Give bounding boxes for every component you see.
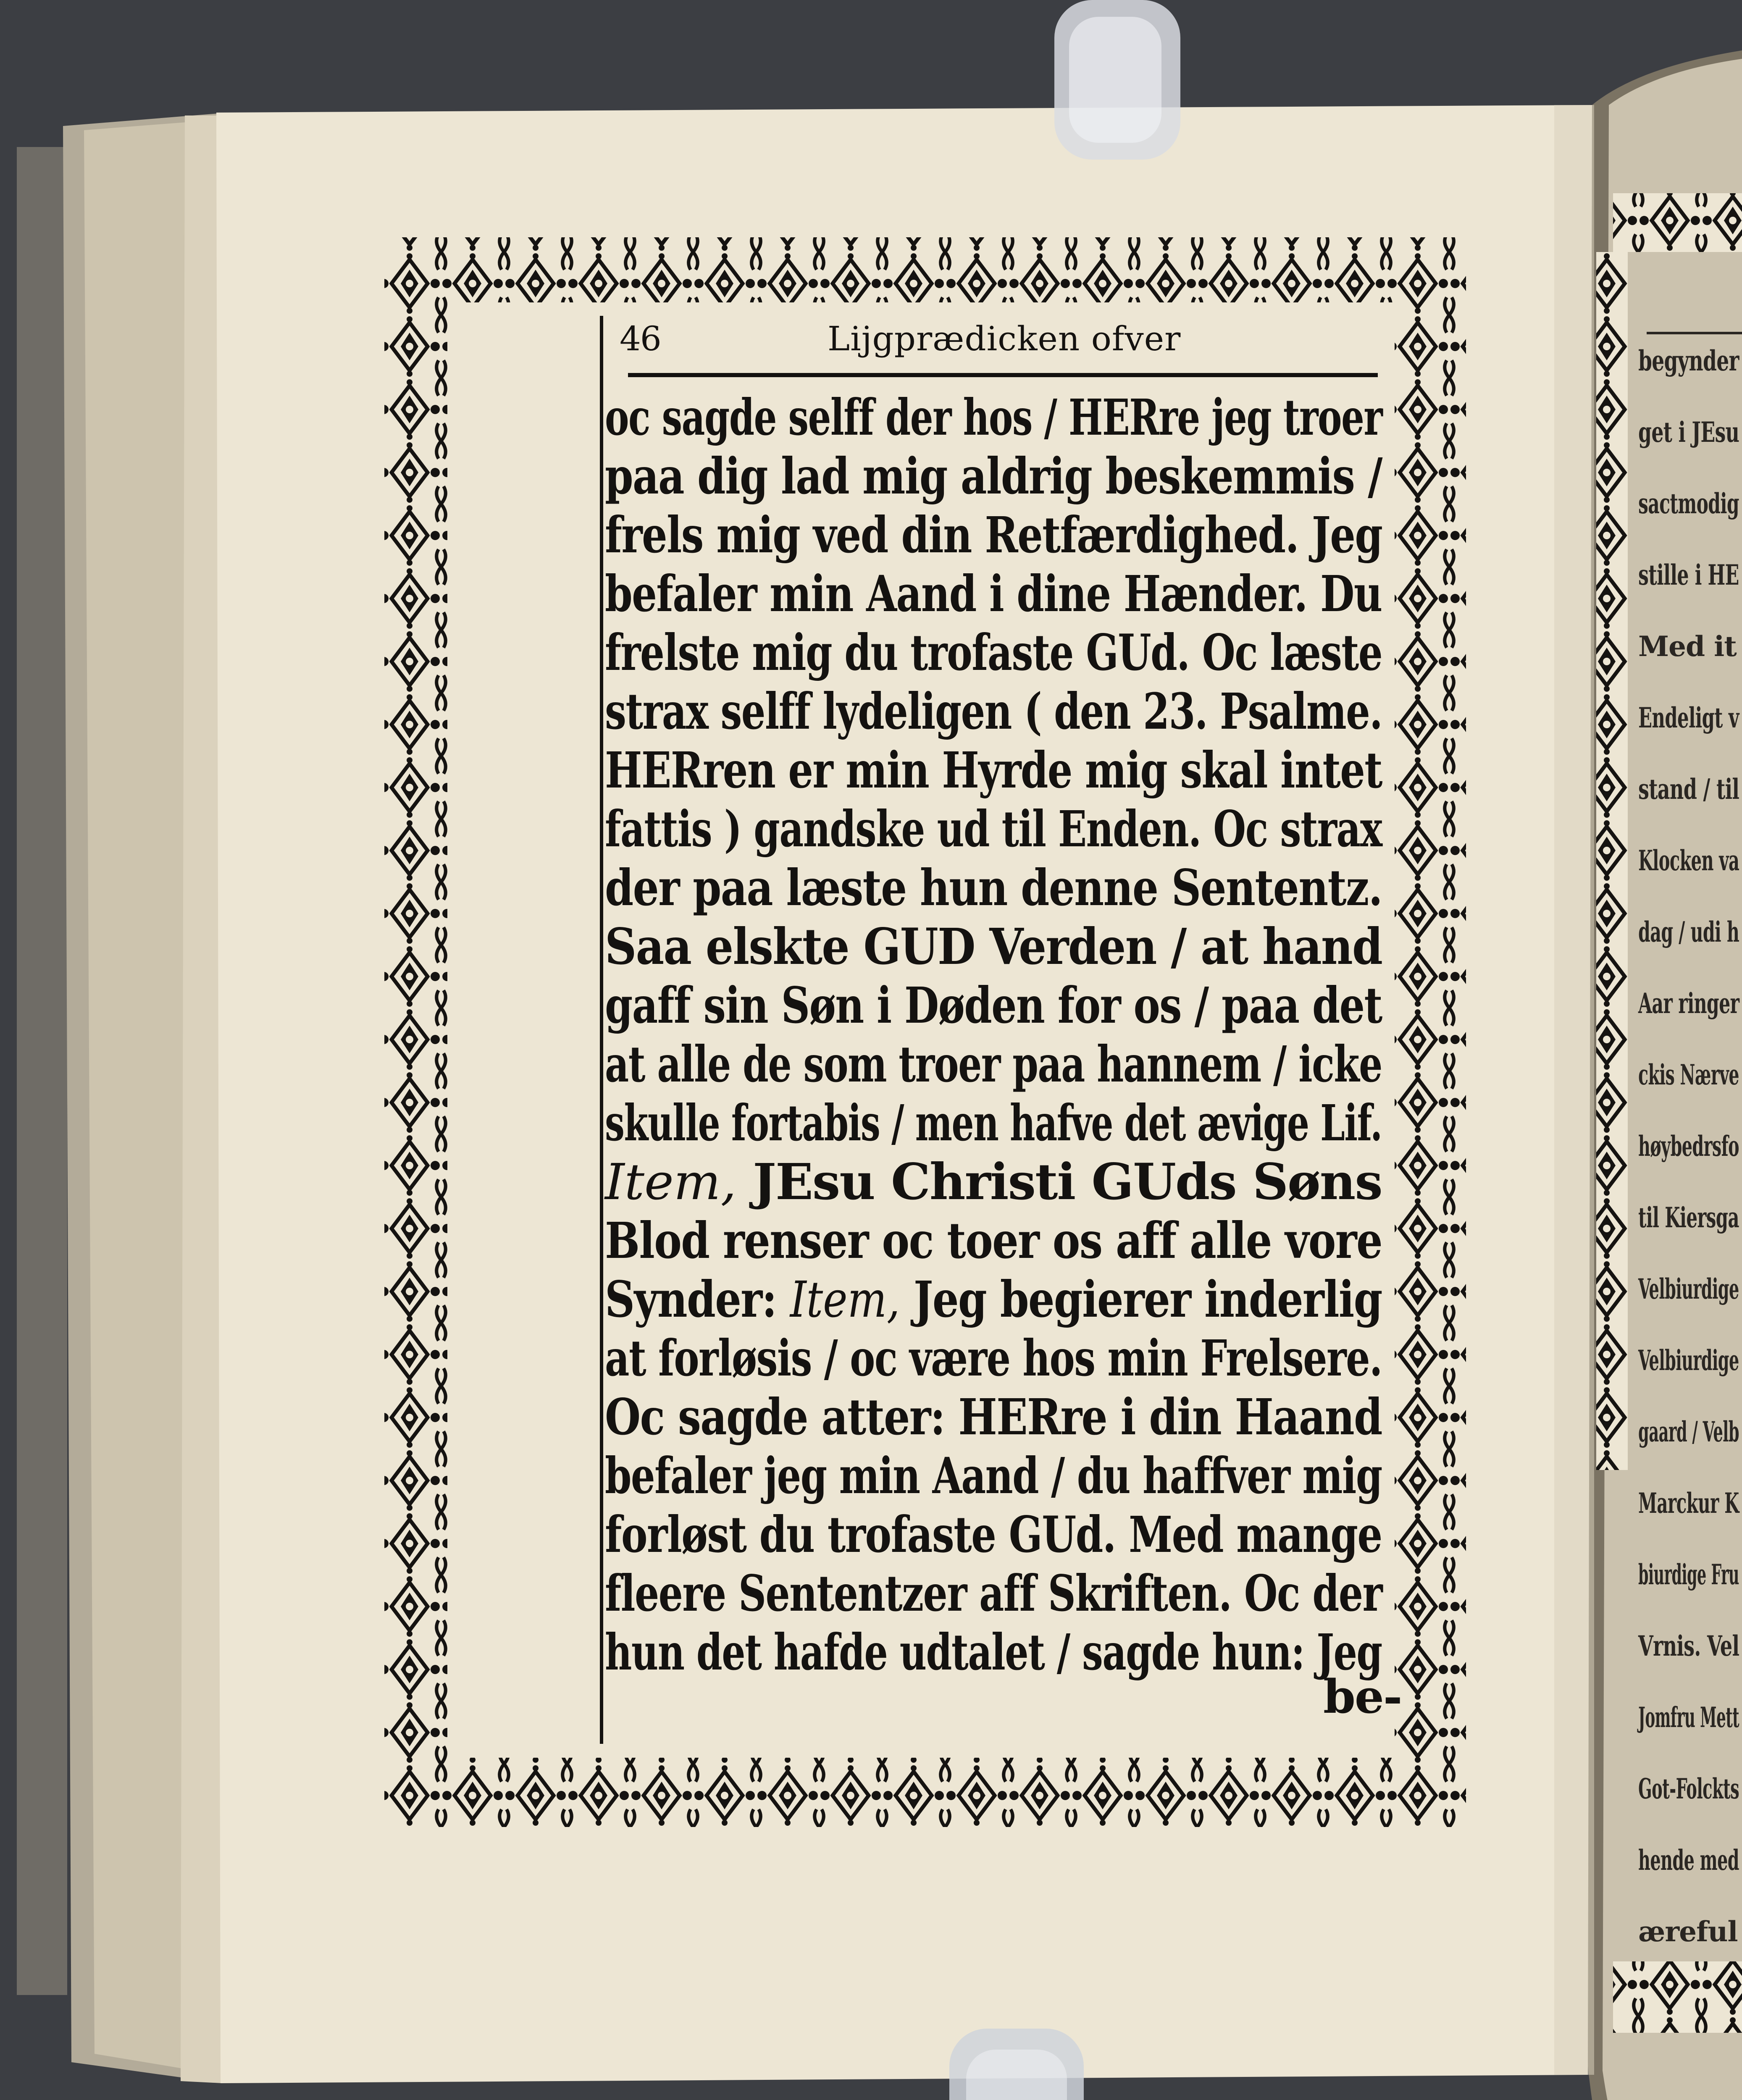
right-page-line: Klocken va bbox=[1638, 844, 1739, 877]
text-span: Jeg begierer inderlig bbox=[900, 1270, 1382, 1328]
right-page-line: høybedrsfo bbox=[1638, 1130, 1739, 1163]
text-line bbox=[605, 1446, 1382, 1505]
text-span: Blod renser oc toer os aff alle vore bbox=[605, 1211, 1382, 1270]
right-page-line: biurdige Fru bbox=[1638, 1558, 1739, 1591]
right-page-line: Velbiurdige bbox=[1638, 1273, 1739, 1305]
right-page-line: hende med bbox=[1638, 1844, 1739, 1877]
text-span: JEsu Christi GUds Søns bbox=[736, 1152, 1382, 1211]
right-page-line: stand / til bbox=[1638, 773, 1739, 806]
text-line bbox=[605, 564, 1382, 623]
right-page-line: Vrnis. Vel bbox=[1638, 1630, 1739, 1662]
left-rule bbox=[600, 316, 603, 1744]
text-span: Saa elskte GUD Verden / at hand bbox=[605, 917, 1382, 976]
italic-word: Item, bbox=[605, 1153, 737, 1211]
right-page-line: sactmodig bbox=[1638, 487, 1739, 520]
right-page-line: Jomfru Mett bbox=[1638, 1701, 1739, 1734]
catchword: be- bbox=[1323, 1670, 1402, 1724]
text-span: paa dig lad mig aldrig beskemmis / bbox=[605, 447, 1382, 505]
text-span: fattis ) gandske ud til Enden. Oc strax bbox=[605, 800, 1382, 858]
text-line bbox=[605, 447, 1382, 505]
right-page-line: ckis Nærve bbox=[1638, 1058, 1739, 1091]
text-line bbox=[605, 506, 1382, 564]
text-line bbox=[605, 741, 1382, 799]
text-span: frelste mig du trofaste GUd. Oc læste bbox=[605, 623, 1382, 682]
text-span: Synder: bbox=[605, 1270, 790, 1328]
text-line bbox=[605, 388, 1382, 446]
text-line bbox=[605, 1329, 1382, 1387]
text-span: Oc sagde atter: HERre i din Haand bbox=[605, 1388, 1382, 1446]
text-line bbox=[605, 1152, 1382, 1211]
text-span: HERren er min Hyrde mig skal intet bbox=[605, 741, 1382, 799]
text-span: at alle de som troer paa hannem / icke bbox=[605, 1035, 1382, 1093]
text-line bbox=[605, 682, 1382, 740]
text-span: frels mig ved din Retfærdighed. Jeg bbox=[605, 506, 1382, 564]
text-line bbox=[605, 1270, 1382, 1328]
text-span: skulle fortabis / men hafve det ævige Lif. bbox=[605, 1094, 1382, 1152]
right-page-line: get i JEsu bbox=[1638, 416, 1739, 449]
text-line bbox=[605, 1623, 1382, 1681]
text-line bbox=[605, 623, 1382, 682]
page-number: 46 bbox=[620, 319, 661, 358]
text-line bbox=[605, 1094, 1382, 1152]
text-span: befaler min Aand i dine Hænder. Du bbox=[605, 564, 1382, 623]
right-page-line: Velbiurdige bbox=[1638, 1344, 1739, 1377]
right-page-line: Aar ringer bbox=[1638, 987, 1739, 1020]
right-page-line: dag / udi h bbox=[1638, 916, 1739, 948]
right-page-line: stille i HE bbox=[1638, 559, 1739, 591]
right-page-line: gaard / Velb bbox=[1638, 1415, 1739, 1448]
book-edges bbox=[17, 113, 223, 2083]
right-page-line: Med it bbox=[1638, 630, 1737, 663]
right-page-line: Marckur K bbox=[1638, 1487, 1739, 1520]
text-line bbox=[605, 1505, 1382, 1564]
head-rule bbox=[628, 373, 1378, 377]
text-line bbox=[605, 1388, 1382, 1446]
italic-word: Item, bbox=[790, 1270, 900, 1328]
right-page-line: begynder bbox=[1638, 344, 1739, 377]
text-span: gaff sin Søn i Døden for os / paa det bbox=[605, 976, 1382, 1034]
right-page-line: æreful bbox=[1638, 1915, 1738, 1948]
text-span: der paa læste hun denne Sententz. bbox=[605, 858, 1382, 917]
right-page-line: Endeligt v bbox=[1638, 701, 1739, 734]
text-line bbox=[605, 917, 1382, 976]
right-page-line: til Kiersga bbox=[1638, 1201, 1739, 1234]
text-span: hun det hafde udtalet / sagde hun: Jeg bbox=[605, 1623, 1382, 1681]
text-line bbox=[605, 976, 1382, 1034]
text-line bbox=[605, 1035, 1382, 1093]
text-span: oc sagde selff der hos / HERre jeg troer bbox=[605, 388, 1382, 446]
text-line bbox=[605, 800, 1382, 858]
text-span: forløst du trofaste GUd. Med mange bbox=[605, 1505, 1382, 1564]
text-span: fleere Sententzer aff Skriften. Oc der bbox=[605, 1564, 1382, 1622]
text-span: befaler jeg min Aand / du haffver mig bbox=[605, 1446, 1382, 1505]
text-line bbox=[605, 1564, 1382, 1622]
text-line bbox=[605, 1211, 1382, 1270]
running-head: Lijgprædicken ofver bbox=[828, 319, 1181, 358]
right-page-line: Got-Folckts bbox=[1638, 1772, 1739, 1805]
text-line bbox=[605, 858, 1382, 917]
text-span: at forløsis / oc være hos min Frelsere. bbox=[605, 1329, 1382, 1387]
gutter-shadow bbox=[1554, 105, 1594, 2075]
text-span: strax selff lydeligen ( den 23. Psalme. bbox=[605, 682, 1382, 740]
